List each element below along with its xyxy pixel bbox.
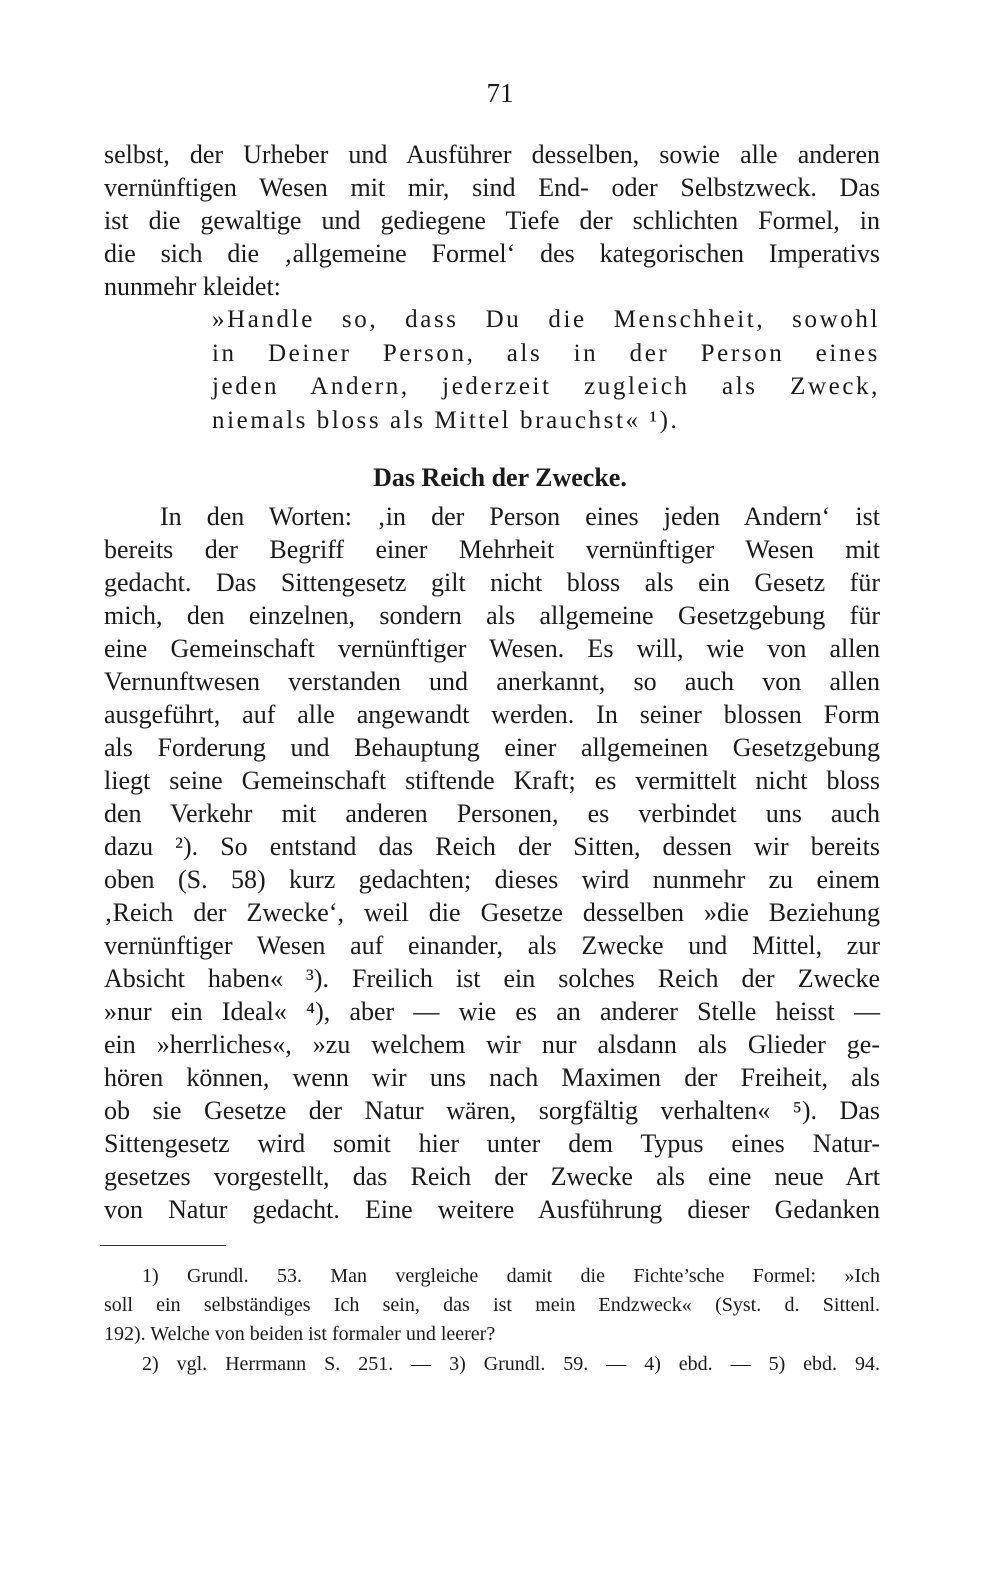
section-heading: Das Reich der Zwecke. (373, 463, 627, 492)
footnote-line: soll ein selbständiges Ich sein, das ist mein Endzweck« (Syst. d. Sittenl. (104, 1294, 880, 1316)
text-line: selbst, der Urheber und Ausführer desselben, sowie alle anderen (104, 140, 880, 169)
text-line: liegt seine Gemeinschaft stiftende Kraft; es vermittelt nicht bloss (104, 766, 880, 795)
text-line: die sich die ‚allgemeine Formel‘ des kategorischen Imperativs (104, 239, 880, 268)
footnote-divider (100, 1245, 226, 1246)
text-line: In den Worten: ‚in der Person eines jeden Andern‘ ist (160, 502, 880, 531)
text-line: Vernunftwesen verstanden und anerkannt, so auch von allen (104, 667, 880, 696)
text-line: ausgeführt, auf alle angewandt werden. In seiner blossen Form (104, 700, 880, 729)
quote-line: niemals bloss als Mittel brauchst« ¹). (212, 407, 680, 434)
text-line: nunmehr kleidet: (104, 272, 281, 301)
quote-line: »Handle so, dass Du die Menschheit, sowohl (212, 306, 880, 333)
text-line: gedacht. Das Sittengesetz gilt nicht bloss als ein Gesetz für (104, 568, 880, 597)
text-line: bereits der Begriff einer Mehrheit vernünftiger Wesen mit (104, 535, 880, 564)
quote-line: jeden Andern, jederzeit zugleich als Zweck, (212, 373, 880, 400)
text-line: ist die gewaltige und gediegene Tiefe der schlichten Formel, in (104, 206, 880, 235)
text-line: den Verkehr mit anderen Personen, es verbindet uns auch (104, 799, 880, 828)
text-line: vernünftiger Wesen auf einander, als Zwecke und Mittel, zur (104, 931, 880, 960)
text-line: gesetzes vorgestellt, das Reich der Zwecke als eine neue Art (104, 1162, 880, 1191)
footnote-line: 2) vgl. Herrmann S. 251. — 3) Grundl. 59. — 4) ebd. — 5) ebd. 94. (142, 1353, 880, 1375)
text-line: »nur ein Ideal« ⁴), aber — wie es an anderer Stelle heisst — (104, 997, 880, 1026)
footnote-line: 192). Welche von beiden ist formaler und leerer? (104, 1323, 496, 1345)
text-line: ob sie Gesetze der Natur wären, sorgfältig verhalten« ⁵). Das (104, 1096, 880, 1125)
text-line: eine Gemeinschaft vernünftiger Wesen. Es will, wie von allen (104, 634, 880, 663)
text-line: Sittengesetz wird somit hier unter dem Typus eines Natur- (104, 1129, 880, 1158)
text-line: von Natur gedacht. Eine weitere Ausführung dieser Gedanken (104, 1195, 880, 1224)
text-line: ‚Reich der Zwecke‘, weil die Gesetze desselben »die Beziehung (104, 898, 880, 927)
text-line: dazu ²). So entstand das Reich der Sitten, dessen wir bereits (104, 832, 880, 861)
text-line: Absicht haben« ³). Freilich ist ein solches Reich der Zwecke (104, 964, 880, 993)
text-line: mich, den einzelnen, sondern als allgemeine Gesetzgebung für (104, 601, 880, 630)
text-line: hören können, wenn wir uns nach Maximen der Freiheit, als (104, 1063, 880, 1092)
text-line: oben (S. 58) kurz gedachten; dieses wird nunmehr zu einem (104, 865, 880, 894)
page-number: 71 (486, 78, 514, 108)
footnote-line: 1) Grundl. 53. Man vergleiche damit die Fichte’sche Formel: »Ich (142, 1265, 880, 1287)
quote-line: in Deiner Person, als in der Person eines (212, 340, 880, 367)
text-line: als Forderung und Behauptung einer allgemeinen Gesetzgebung (104, 733, 880, 762)
text-line: vernünftigen Wesen mit mir, sind End- oder Selbstzweck. Das (104, 173, 880, 202)
text-line: ein »herrliches«, »zu welchem wir nur alsdann als Glieder ge- (104, 1030, 880, 1059)
